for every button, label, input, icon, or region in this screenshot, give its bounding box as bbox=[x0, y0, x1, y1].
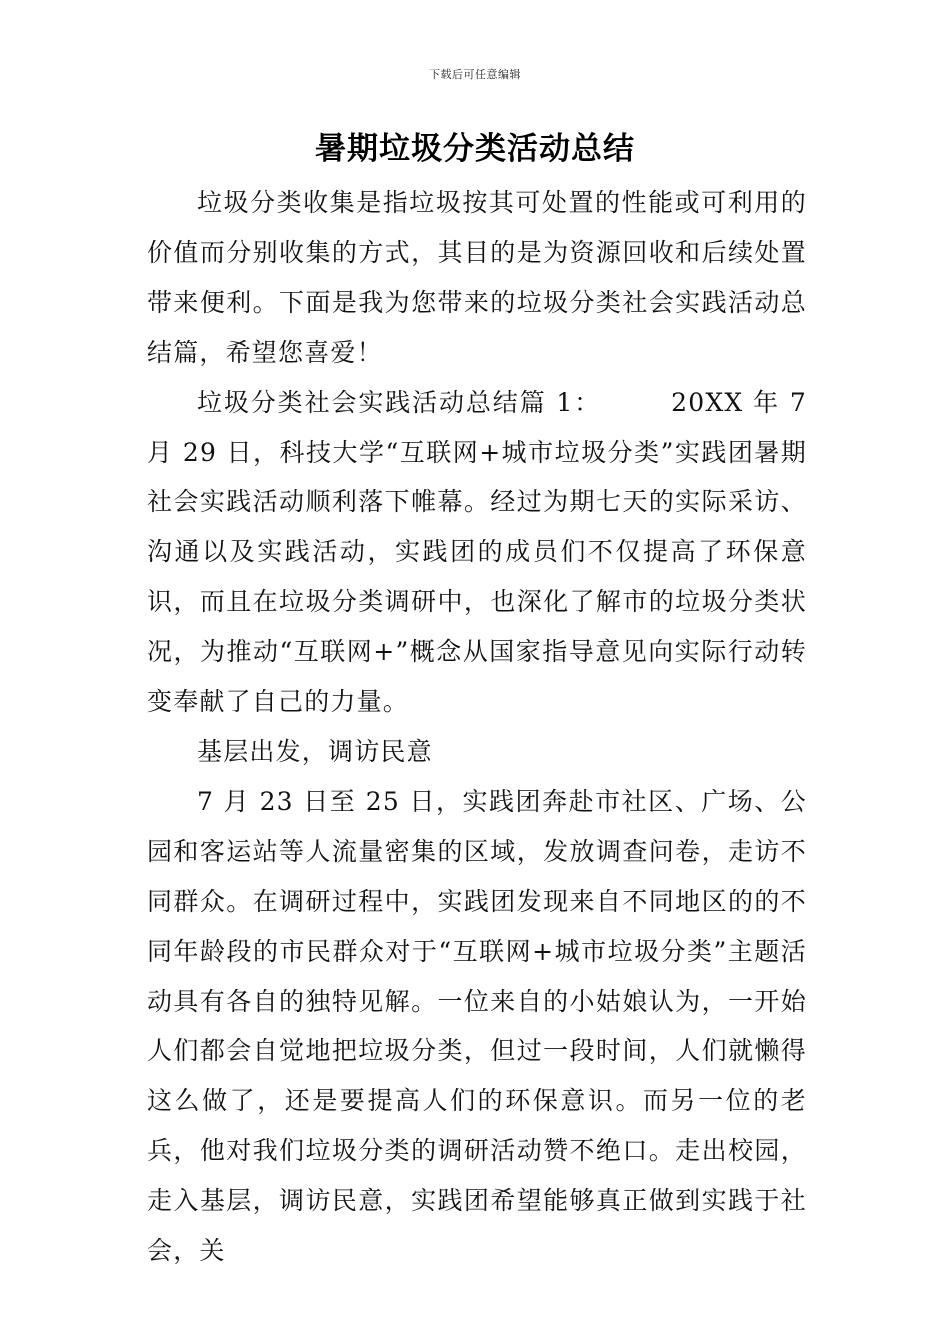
subheading-paragraph: 基层出发，调访民意 bbox=[197, 736, 433, 766]
section-text: 20XX 年 7 月 29 日，科技大学“互联网+城市垃圾分类”实践团暑期社会实践活动顺利落下帷幕。经过为期七天的实际采访、沟通以及实践活动，实践团的成员们不仅提高了环保意识，而且在垃圾分类调研中，也深化了解市的垃圾分类状况，为推动“互联网+”概念从国家指导意见向实际行动转变奉献了自己的力量。 bbox=[147, 387, 807, 717]
section-paragraph bbox=[147, 378, 807, 727]
document-body bbox=[147, 178, 807, 1276]
intro-paragraph: 垃圾分类收集是指垃圾按其可处置的性能或可利用的价值而分别收集的方式，其目的是为资源回收和后续处置带来便利。下面是我为您带来的垃圾分类社会实践活动总结篇，希望您喜爱！ bbox=[147, 188, 807, 367]
document-title: 暑期垃圾分类活动总结 bbox=[315, 131, 635, 167]
header-note: 下载后可任意编辑 bbox=[429, 68, 521, 81]
field-research-paragraph: 7 月 23 日至 25 日，实践团奔赴市社区、广场、公园和客运站等人流量密集的区域，发放调查问卷，走访不同群众。在调研过程中，实践团发现来自不同地区的的不同年龄段的市民群众对于“互联网+城市垃圾分类”主题活动具有各自的独特见解。一位来自的小姑娘认为，一开始人们都会自觉地把垃圾分类，但过一段时间，人们就懒得这么做了，还是要提高人们的环保意识。而另一位的老兵，他对我们垃圾分类的调研活动赞不绝口。走出校园，走入基层，调访民意，实践团希望能够真正做到实践于社会，关 bbox=[147, 786, 807, 1266]
section-label: 垃圾分类社会实践活动总结篇 1： bbox=[197, 387, 602, 417]
